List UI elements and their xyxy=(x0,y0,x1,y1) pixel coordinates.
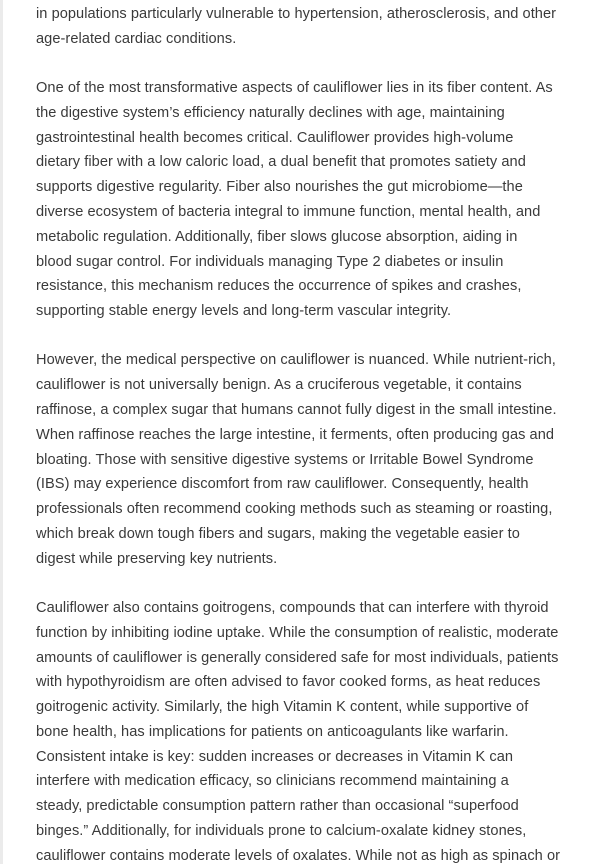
text-line: function by inhibiting iodine uptake. While the consumption of realistic, moderate xyxy=(36,624,559,641)
text-line: (IBS) may experience discomfort from raw cauliflower. Consequently, health xyxy=(36,476,529,493)
paragraph-medical-perspective xyxy=(36,348,582,571)
paragraph-goitrogens xyxy=(36,596,582,864)
text-line: age-related cardiac conditions. xyxy=(36,30,237,47)
text-line: professionals often recommend cooking methods such as steaming or roasting, xyxy=(36,501,553,518)
text-line: Cauliflower also contains goitrogens, compounds that can interfere with thyroid xyxy=(36,599,549,616)
text-line: When raffinose reaches the large intestine, it ferments, often producing gas and xyxy=(36,426,555,443)
text-line: resistance, this mechanism reduces the occurrence of spikes and crashes, xyxy=(36,278,522,295)
left-border-strip xyxy=(0,0,3,864)
text-line: amounts of cauliflower is generally considered safe for most individuals, patients xyxy=(36,649,559,666)
text-line: supporting stable energy levels and long-term vascular integrity. xyxy=(36,303,452,320)
text-line: One of the most transformative aspects of cauliflower lies in its fiber content. As xyxy=(36,79,553,96)
paragraph-continuation xyxy=(36,2,582,52)
text-line: goitrogenic activity. Similarly, the high Vitamin K content, while supportive of xyxy=(36,699,529,716)
text-line: gastrointestinal health becomes critical. Cauliflower provides high-volume xyxy=(36,129,514,146)
paragraph-fiber xyxy=(36,76,582,324)
text-line: digest while preserving key nutrients. xyxy=(36,550,278,567)
text-line: with hypothyroidism are often advised to favor cooked forms, as heat reduces xyxy=(36,674,541,691)
article-body xyxy=(36,2,582,864)
text-line: dietary fiber with a low caloric load, a dual benefit that promotes satiety and xyxy=(36,154,526,171)
text-line: bloating. Those with sensitive digestive systems or Irritable Bowel Syndrome xyxy=(36,451,534,468)
text-line: raffinose, a complex sugar that humans cannot fully digest in the small intestine. xyxy=(36,401,557,418)
text-line: supports digestive regularity. Fiber also nourishes the gut microbiome—the xyxy=(36,179,523,196)
text-line: cauliflower contains moderate levels of oxalates. While not as high as spinach or xyxy=(36,847,561,864)
text-line: steady, predictable consumption pattern rather than occasional “superfood xyxy=(36,798,519,815)
text-line: which break down tough fibers and sugars, making the vegetable easier to xyxy=(36,525,520,542)
text-line: diverse ecosystem of bacteria integral to immune function, mental health, and xyxy=(36,203,541,220)
text-line: the digestive system’s efficiency naturally declines with age, maintaining xyxy=(36,104,505,121)
text-line: blood sugar control. For individuals managing Type 2 diabetes or insulin xyxy=(36,253,504,270)
text-line: binges.” Additionally, for individuals prone to calcium-oxalate kidney stones, xyxy=(36,823,527,840)
text-line: cauliflower is not universally benign. As a cruciferous vegetable, it contains xyxy=(36,377,522,394)
text-line: bone health, has implications for patients on anticoagulants like warfarin. xyxy=(36,723,509,740)
text-line: interfere with medication efficacy, so clinicians recommend maintaining a xyxy=(36,773,509,790)
text-line: Consistent intake is key: sudden increases or decreases in Vitamin K can xyxy=(36,748,514,765)
text-line: in populations particularly vulnerable to hypertension, atherosclerosis, and other xyxy=(36,6,557,22)
text-line: However, the medical perspective on cauliflower is nuanced. While nutrient-rich, xyxy=(36,352,556,369)
text-line: metabolic regulation. Additionally, fiber slows glucose absorption, aiding in xyxy=(36,228,518,245)
